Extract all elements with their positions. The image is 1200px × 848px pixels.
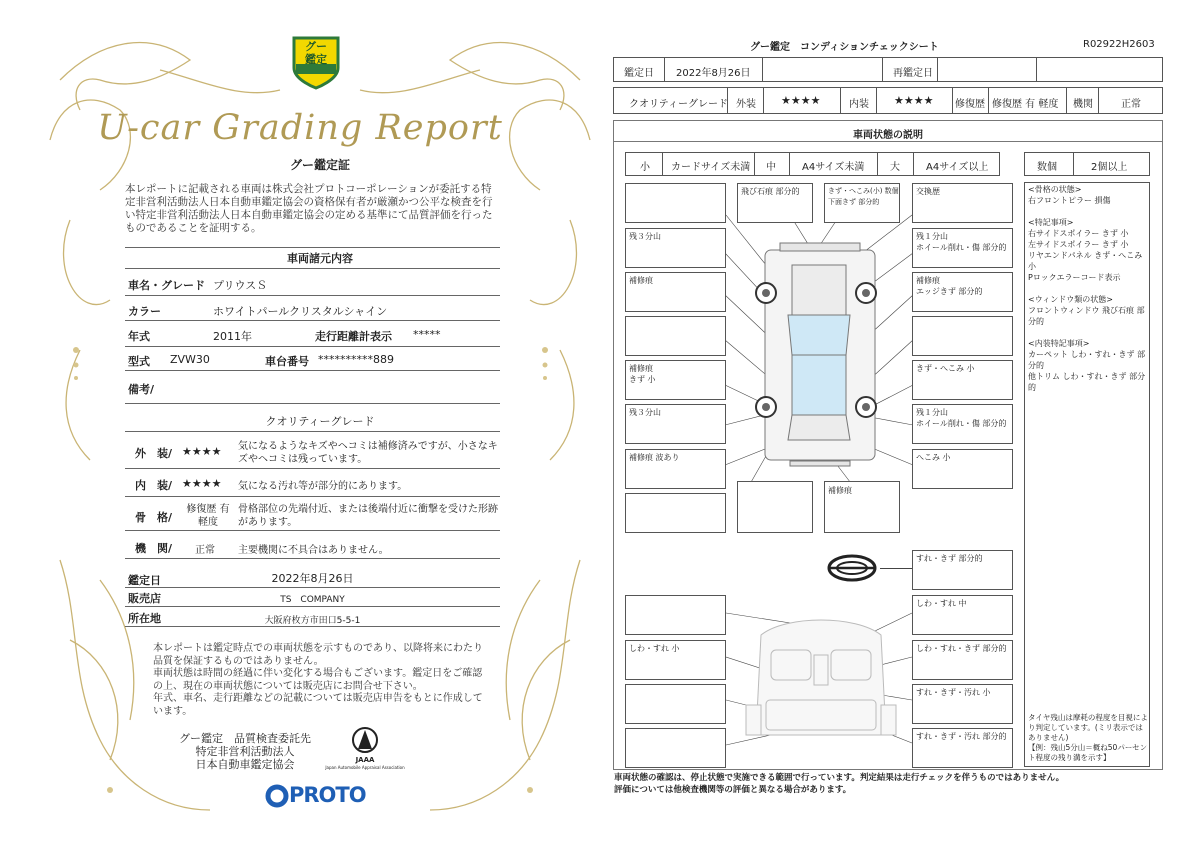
year-value: 2011年	[213, 330, 252, 343]
tire-front-left-text: 残３分山	[629, 232, 661, 241]
sheet-exterior-label: 外装	[736, 99, 756, 110]
sheet-quality-label: クオリティーグレード	[629, 99, 728, 110]
proto-mark-icon	[265, 784, 289, 808]
report-title: U-car Grading Report	[97, 108, 503, 148]
left-wave-text: 補修痕 波あり	[629, 453, 680, 462]
model-value: ZVW30	[170, 353, 210, 366]
ext-box-left-wave	[625, 449, 726, 489]
ext-box-right-4	[912, 316, 1013, 356]
goo-logo-text: グー 鑑定	[305, 40, 327, 66]
spec-heading: 車両諸元内容	[287, 252, 353, 265]
int-right2-text: すれ・きず・汚れ 小	[916, 688, 991, 697]
interior-stars: ★★★★	[182, 477, 222, 490]
jaaa-subtext: Japan Automobile Appraisal Association	[325, 765, 405, 770]
mileage-value: *****	[413, 328, 441, 341]
sheet-repair-value: 修復歴 有 軽度	[992, 99, 1059, 110]
reinspect-label: 再鑑定日	[893, 68, 933, 79]
tire-rear-left-text: 残３分山	[629, 408, 661, 417]
sheet-interior-label: 内装	[849, 99, 869, 110]
sheet-date-value: 2022年8月26日	[676, 68, 751, 79]
frame-desc: 骨格部位の先端付近、または後端付近に衝撃を受けた形跡があります。	[238, 504, 498, 528]
tire-rear-right-text: 残１分山 ホイール削れ・傷 部分的	[916, 408, 1007, 428]
size-large-desc: A4サイズ以上	[926, 162, 989, 173]
int-box-right-4	[912, 728, 1013, 768]
int-box-left-2	[625, 640, 726, 680]
year-label: 年式	[128, 330, 150, 343]
int-box-left-3	[625, 684, 726, 724]
tire-front-right-text: 残１分山 ホイール削れ・傷 部分的	[916, 232, 1007, 252]
color-label: カラー	[128, 305, 161, 318]
size-mid: 中	[766, 162, 776, 173]
count-desc: 2個以上	[1091, 162, 1128, 173]
ext-box-tire-front-right	[912, 228, 1013, 268]
ext-box-left-1	[625, 183, 726, 223]
chassis-value: **********889	[318, 353, 394, 366]
left-repair1-text: 補修痕	[629, 276, 653, 285]
sheet-repair-label: 修復歴	[955, 99, 985, 110]
right-dent-small-text: へこみ 小	[916, 453, 951, 462]
sheet-title: グー鑑定 コンディションチェックシート	[750, 42, 939, 53]
int-mid-text: しわ・すれ 中	[916, 599, 967, 608]
notes-panel	[1024, 182, 1150, 767]
grading-certificate	[40, 20, 600, 830]
ext-box-bottom-repair	[824, 481, 900, 533]
exchange-text: 交換歴	[916, 187, 940, 196]
notes-text: <骨格の状態> 右フロントピラー 損傷 <特記事項> 右サイドスポイラー きず 小 左サイドスポイラー きず 小 リヤエンドパネル きず・へこみ 小 Pロックエラーコード表示 <ウィンドウ類の状態> フロントウィンドウ 飛び石痕 部分的 <内装特記事項> カーペット しわ・すれ・きず 部分的 他トリム しわ・すれ・きず 部分的	[1028, 185, 1146, 392]
certificate-disclaimer: 本レポートは鑑定時点での車両状態を示すものであり、以降将来にわたり品質を保証するものではありません。 車両状態は時間の経過に伴い変化する場合もございます。鑑定日をご確認の上、現在の車両状態については販売店にお問合せ下さい。 年式、車名、走行距離などの記載については販売店申告をもとに作成しています。	[153, 643, 483, 717]
ext-box-bottom-1	[737, 481, 813, 533]
condition-heading: 車両状態の説明	[853, 130, 923, 141]
certificate-subtitle: グー鑑定証	[289, 158, 350, 172]
sheet-exterior-stars: ★★★★	[781, 94, 821, 107]
sheet-interior-stars: ★★★★	[894, 94, 934, 107]
engine-value: 正常	[195, 545, 215, 556]
car-interior-diagram	[726, 595, 916, 765]
jaaa-text: JAAA	[355, 756, 375, 764]
size-small: 小	[640, 162, 650, 173]
ext-box-exchange	[912, 183, 1013, 223]
color-value: ホワイトパールクリスタルシャイン	[213, 305, 388, 318]
mileage-label: 走行距離計表示	[315, 330, 392, 343]
chassis-label: 車台番号	[265, 355, 309, 368]
ext-box-right-dent	[912, 360, 1013, 400]
jaaa-logo	[325, 725, 405, 775]
dealer-value: TS COMPANY	[280, 595, 345, 605]
proto-logo	[265, 782, 375, 812]
left-repair2-text: 補修痕 きず 小	[629, 364, 656, 384]
address-label: 所在地	[128, 612, 161, 625]
count-legend	[1024, 152, 1150, 176]
jaaa-emblem-icon	[350, 725, 380, 755]
ext-box-top-dent	[824, 183, 900, 223]
exterior-label: 外 装/	[135, 447, 173, 460]
quality-row	[613, 87, 1163, 114]
ext-box-tire-front-left	[625, 228, 726, 268]
goo-logo	[288, 34, 344, 90]
exterior-stars: ★★★★	[182, 445, 222, 458]
exterior-desc: 気になるようなキズやヘコミは補修済みですが、小さなキズやヘコミは残っています。	[238, 441, 498, 465]
int-box-right-mid	[912, 595, 1013, 635]
size-mid-desc: A4サイズ未満	[802, 162, 865, 173]
certificate-intro: 本レポートに記載される車両は株式会社プロトコーポレーションが委託する特定非営利活動法人日本自動車鑑定協会の資格保有者が厳瀬かつ公平な検査を行い特定非営利活動法人日本自動車鑑定協会の定める基準にて品質評価を行ったものであることを証明する。	[125, 183, 493, 234]
ext-box-left-repair2	[625, 360, 726, 400]
address-value: 大阪府枚方市田口5-5-1	[264, 616, 361, 626]
sheet-engine-label: 機関	[1073, 99, 1093, 110]
steering-text: すれ・きず 部分的	[916, 554, 983, 563]
int-right1-text: しわ・すれ・きず 部分的	[916, 644, 1007, 653]
top-dent-text: きず・へこみ(小) 数個 下面きず 部分的	[828, 187, 899, 206]
steering-wheel-icon	[826, 553, 878, 583]
date-label: 鑑定日	[128, 574, 161, 587]
size-small-desc: カードサイズ未満	[671, 162, 751, 173]
car-top-diagram	[700, 185, 940, 545]
right-repair-text: 補修痕 エッジきず 部分的	[916, 276, 983, 296]
int-box-right-3	[912, 684, 1013, 724]
sheet-footer: 車両状態の確認は、停止状態で実施できる範囲で行っています。判定結果は走行チェックを伴うものではありません。 評価については他検査機関等の評価と異なる場合があります。	[614, 773, 1065, 795]
ext-box-right-dent-small	[912, 449, 1013, 489]
ext-box-right-repair	[912, 272, 1013, 312]
report-id: R02922H2603	[1083, 39, 1155, 50]
name-value: プリウスＳ	[213, 279, 268, 292]
bottom-repair-text: 補修痕	[828, 486, 852, 495]
frame-label: 骨 格/	[135, 511, 173, 524]
chip-text: 飛び石痕 部分的	[741, 187, 800, 196]
ext-box-left-repair1	[625, 272, 726, 312]
int-box-left-4	[625, 728, 726, 768]
footer-organization: グー鑑定 品質検査委託先 特定非営利活動法人 日本自動車鑑定協会	[179, 732, 311, 771]
tire-note: タイヤ残山は摩耗の程度を目視により判定しています。(ミリ表示ではありません) 【例：残山5分山＝概ね50パーセント程度の残り溝を示す】	[1028, 713, 1148, 762]
interior-desc: 気になる汚れ等が部分的にあります。	[238, 481, 408, 492]
name-label: 車名・グレード	[128, 279, 205, 292]
size-legend	[625, 152, 1000, 176]
size-large: 大	[890, 162, 900, 173]
int-box-left-1	[625, 595, 726, 635]
date-value: 2022年8月26日	[271, 572, 354, 585]
ext-box-left-4	[625, 316, 726, 356]
sheet-engine-value: 正常	[1121, 99, 1141, 110]
ext-box-top-chip	[737, 183, 813, 223]
int-box-right-2	[912, 640, 1013, 680]
count-label: 数個	[1037, 162, 1057, 173]
interior-label: 内 装/	[135, 479, 173, 492]
date-row	[613, 57, 1163, 82]
right-dent-text: きず・へこみ 小	[916, 364, 975, 373]
model-label: 型式	[128, 355, 150, 368]
dealer-label: 販売店	[128, 592, 161, 605]
quality-heading: クオリティーグレード	[265, 415, 375, 428]
frame-value: 修復歴 有 軽度	[186, 504, 230, 528]
remarks-label: 備考/	[128, 383, 155, 396]
ext-box-left-bottom	[625, 493, 726, 533]
ext-box-tire-rear-right	[912, 404, 1013, 444]
sheet-date-label: 鑑定日	[624, 68, 654, 79]
engine-desc: 主要機関に不具合はありません。	[238, 545, 389, 556]
proto-text: PROTO	[289, 783, 366, 807]
ext-box-tire-rear-left	[625, 404, 726, 444]
int-left-text: しわ・すれ 小	[629, 644, 680, 653]
int-box-steering	[912, 550, 1013, 590]
engine-label: 機 関/	[135, 542, 173, 555]
int-right3-text: すれ・きず・汚れ 部分的	[916, 732, 1007, 741]
